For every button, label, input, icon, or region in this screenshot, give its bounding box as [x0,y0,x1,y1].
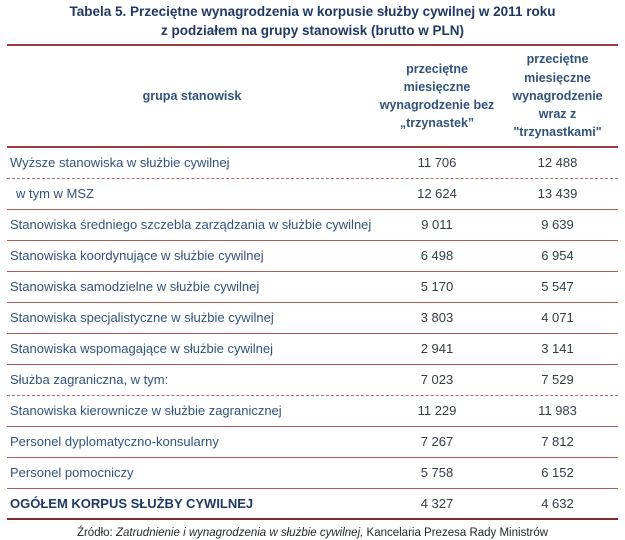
row-value-with13: 9 639 [541,217,574,233]
table-title-line-1: Tabela 5. Przeciętne wynagrodzenia w korpusie służby cywilnej w 2011 roku [69,4,556,19]
row-value-no13: 3 803 [420,310,454,326]
row-value-with13: 4 632 [541,495,574,511]
row-value-with13: 5 547 [541,279,574,295]
table-row [7,210,618,241]
table-header-row [7,46,618,148]
row-value-no13: 9 011 [421,217,453,233]
row-value-no13: 11 706 [417,155,457,171]
row-value-with13: 13 439 [537,186,578,202]
row-value-no13: 7 023 [420,372,454,388]
row-value-no13: 4 327 [420,495,454,511]
row-label: Wyższe stanowiska w służbie cywilnej [10,155,230,171]
row-value-with13: 7 529 [541,372,574,388]
row-label: w tym w MSZ [16,186,94,202]
row-value-no13: 6 498 [420,248,454,264]
header-no-thirteenth-column: przeciętne miesięczne wynagrodzenie bez „trzynastek” [379,61,495,130]
row-label: Stanowiska samodzielne w służbie cywilnej [10,279,260,295]
table-row [7,334,618,365]
row-label: Personel pomocniczy [10,465,134,481]
row-label: Personel dyplomatyczno-konsularny [10,434,219,450]
row-label: Służba zagraniczna, w tym: [10,372,169,388]
table-row [7,396,618,427]
table-row [7,303,618,334]
row-value-no13: 5 170 [420,279,454,295]
row-value-with13: 11 983 [538,403,577,419]
row-label: Stanowiska średniego szczebla zarządzania w służbie cywilnej [10,217,372,233]
row-label: Stanowiska koordynujące w służbie cywilnej [10,248,264,264]
table-row [7,427,618,458]
row-value-no13: 7 267 [420,434,454,450]
header-with-thirteenth-column: przeciętne miesięczne wynagrodzenie wraz z "trzynastkami" [512,52,603,139]
source-note-publisher: Kancelaria Prezesa Rady Ministrów [363,526,549,539]
table-row [7,272,618,303]
row-value-with13: 3 141 [541,341,574,357]
row-value-with13: 6 954 [541,248,574,264]
row-value-no13: 2 941 [420,341,454,357]
table-row [7,241,618,272]
source-note [0,520,625,540]
row-value-with13: 12 488 [537,155,578,171]
salary-table [7,44,618,520]
row-label: OGÓŁEM KORPUS SŁUŻBY CYWILNEJ [10,495,254,511]
table-title [0,0,625,41]
row-value-no13: 5 758 [420,465,454,481]
row-value-no13: 11 229 [417,403,457,419]
row-label: Stanowiska kierownicze w służbie zagranicznej [10,403,282,419]
table-row [7,179,618,210]
table-row [7,458,618,489]
header-group-column: grupa stanowisk [142,88,242,103]
row-value-with13: 4 071 [541,310,574,326]
row-value-with13: 7 812 [541,434,574,450]
row-value-no13: 12 624 [417,186,457,202]
table-row-total [7,489,618,520]
source-note-prefix: Źródło: [76,526,116,539]
table-title-line-2: z podziałem na grupy stanowisk (brutto w PLN) [160,22,465,38]
row-label: Stanowiska specjalistyczne w służbie cywilnej [10,310,274,326]
table-row [7,148,618,179]
row-value-with13: 6 152 [541,465,574,481]
row-label: Stanowiska wspomagające w służbie cywilnej [10,341,274,357]
source-note-publication: Zatrudnienie i wynagrodzenia w służbie cywilnej, [115,526,364,539]
table-row [7,365,618,396]
